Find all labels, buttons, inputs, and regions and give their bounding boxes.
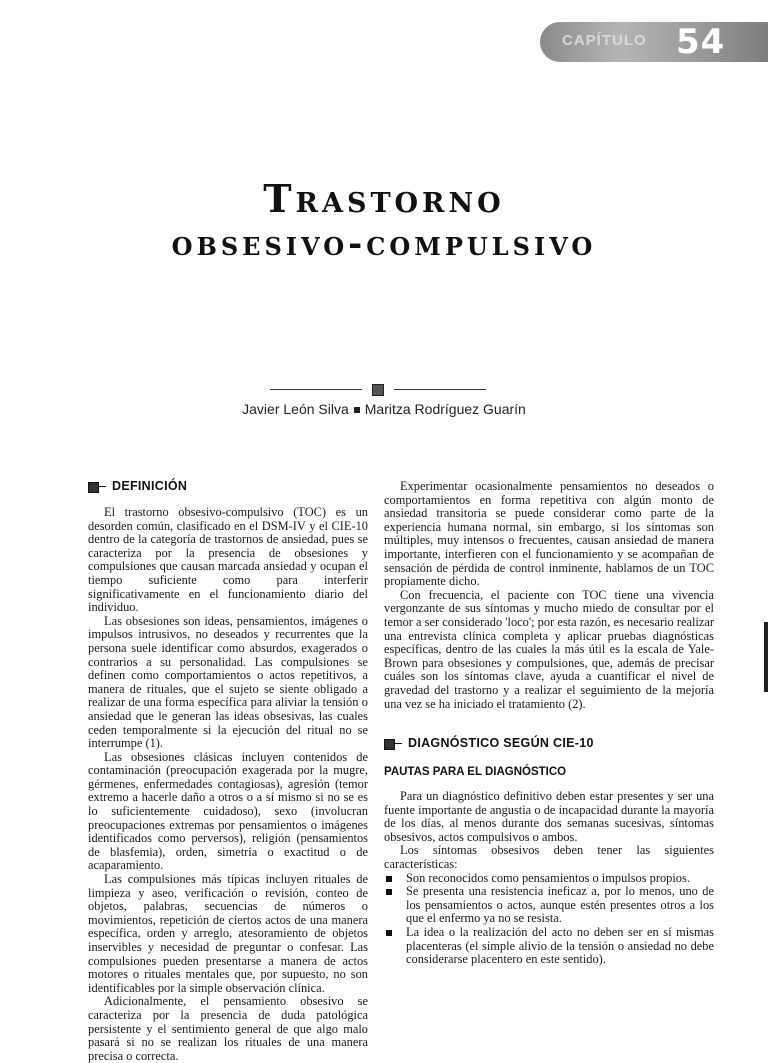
section-heading-diagnostico — [384, 737, 714, 751]
paragraph: Para un diagnóstico definitivo deben estar presentes y ser una fuente importante de angustia o de incapacidad durante la mayoría de los días, al menos durante dos semanas sucesivas, síntomas obsesivos, actos compulsivos o ambos. — [384, 789, 714, 844]
paragraph: Las obsesiones son ideas, pensamientos, imágenes o impulsos intrusivos, no deseados y recurrentes que la persona suele identificar como absurdos, exagerados o contrarios a su personalidad. Las compulsiones se definen como comportamientos o actos repetitivos, a manera de rituales, que el sujeto se siente obligado a realizar de una forma específica para aliviar la tensión o ansiedad que le generan las ideas obsesivas, las cuales ceden temporalmente si la ejecución del ritual no se interrumpe (1). — [88, 613, 368, 751]
paragraph: El trastorno obsesivo-compulsivo (TOC) es un desorden común, clasificado en el DSM-IV y el CIE-10 dentro de la categoría de trastornos de ansiedad, pues se caracteriza por la presencia de obsesiones y compulsiones que causan marcada ansiedad y ocupan el tiempo suficiente como para interferir significativamente en el funcionamiento diario del individuo. — [88, 505, 368, 615]
criteria-list — [384, 872, 714, 967]
section-heading-label: DIAGNÓSTICO SEGÚN CIE-10 — [408, 736, 594, 750]
diagnostico-body — [384, 790, 714, 967]
chapter-tab — [540, 22, 768, 62]
paragraph: Los síntomas obsesivos deben tener las siguientes características: — [384, 843, 714, 871]
chapter-label: CAPÍTULO — [562, 32, 647, 49]
authors — [0, 401, 768, 417]
paragraph: Adicionalmente, el pensamiento obsesivo se caracteriza por la presencia de duda patológica persistente y el sentimiento general de que algo malo pasará si no se realizan los rituales de una manera precisa o correcta. — [88, 994, 368, 1063]
author-separator-icon — [354, 407, 360, 413]
definicion-body — [88, 506, 368, 1063]
ornament-square-icon — [372, 384, 384, 396]
section-marker-icon — [384, 739, 402, 749]
chapter-title-line-1: Trastorno — [263, 176, 505, 221]
ornament-line-right — [394, 389, 486, 390]
list-item: Se presenta una resistencia ineficaz a, por lo menos, uno de los pensamientos o actos, aunque estén presentes otros a los que el enfermo ya no se resista. — [384, 885, 714, 926]
author-2: Maritza Rodríguez Guarín — [364, 401, 526, 417]
chapter-title-line-2: obsesivo-compulsivo — [171, 224, 597, 264]
ornament-line-left — [270, 389, 362, 390]
title-ornament — [270, 384, 486, 396]
intro-body — [384, 480, 714, 711]
author-1: Javier León Silva — [242, 401, 349, 417]
paragraph: Experimentar ocasionalmente pensamientos no deseados o comportamientos en forma repetitiva con algún monto de ansiedad transitoria se puede considerar como parte de la experiencia humana normal, sin embargo, si los síntomas son múltiples, muy intensos o frecuentes, causan ansiedad de manera importante, interfieren con el funcionamiento y se acompañan de sensación de pérdida de control inminente, hablamos de un TOC propiamente dicho. — [384, 479, 714, 589]
subheading-pautas: PAUTAS PARA EL DIAGNÓSTICO — [384, 766, 567, 778]
list-item: La idea o la realización del acto no deben ser en sí mismas placenteras (el simple alivio de la tensión o ansiedad no debe considerarse placentero en este sentido). — [384, 926, 714, 967]
section-marker-icon — [88, 482, 106, 492]
section-heading-label: DEFINICIÓN — [112, 479, 188, 493]
paragraph: Con frecuencia, el paciente con TOC tiene una vivencia vergonzante de sus síntomas y mucho miedo de consultar por el temor a ser considerado 'loco'; por esta razón, es necesario realizar una entrevista clínica completa y aplicar pruebas diagnósticas específicas, dentro de las cuales la más útil es la escala de Yale-Brown para obsesiones y compulsiones, que, además de precisar cuáles son los síntomas clave, ayuda a cuantificar el nivel de gravedad del trastorno y a realizar el seguimiento de la mejoría una vez se ha iniciado el tratamiento (2). — [384, 587, 714, 711]
page-edge-mark — [764, 622, 768, 692]
list-item: Son reconocidos como pensamientos o impulsos propios. — [384, 872, 714, 886]
paragraph: Las obsesiones clásicas incluyen contenidos de contaminación (preocupación exagerada por la mugre, gérmenes, enfermedades contagiosas), agresión (temor extremo a hacerle daño a otros o a sí mismo si no se es lo suficientemente cuidadoso), sexo (involucran preocupaciones extremas por pensamientos o imágenes identificados como perversos), religión (pensamientos de blasfemia), orden, simetría o exactitud o de acaparamiento. — [88, 749, 368, 873]
paragraph: Las compulsiones más típicas incluyen rituales de limpieza y aseo, verificación o revisión, conteo de objetos, palabras, secuencias de números o movimientos, repetición de ciertos actos de una manera específica, orden y arreglo, atesoramiento de objetos inservibles y necesidad de preguntar o confesar. Las compulsiones pueden presentarse a manera de actos motores o rituales mentales que, por supuesto, no son identificables por la simple observación clínica. — [88, 872, 368, 995]
chapter-number: 54 — [676, 22, 726, 62]
section-heading-definicion — [88, 480, 368, 494]
